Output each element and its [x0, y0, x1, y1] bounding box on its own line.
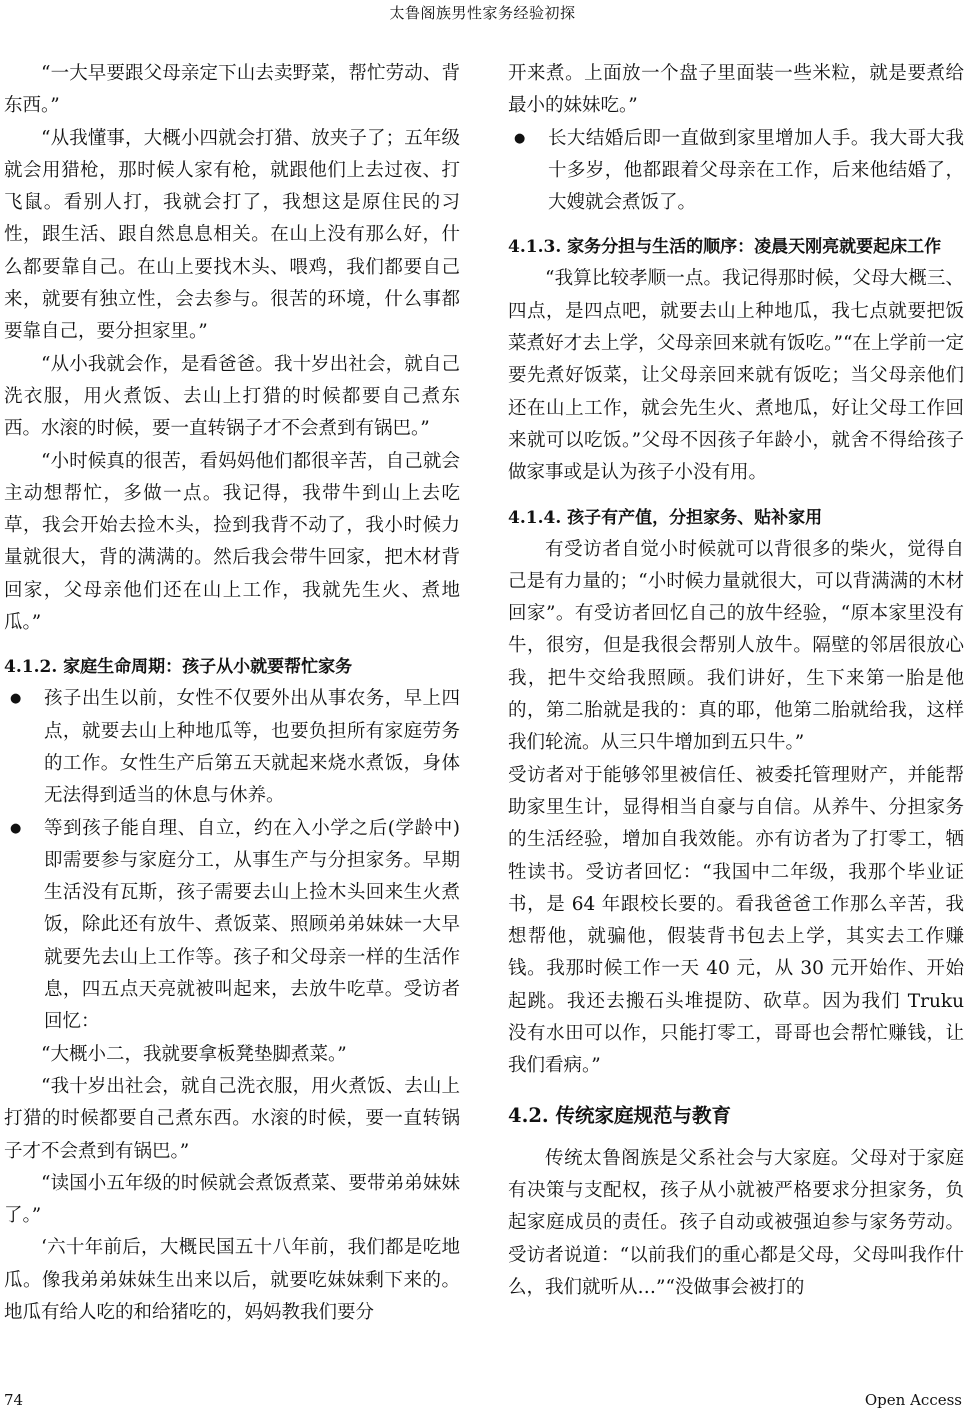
quote-paragraph: ‘六十年前后，大概民国五十八年前，我们都是吃地瓜。像我弟弟妹妹生出来以后，就要吃妹妹剩下来的。地瓜有给人吃的和给猪吃的，妈妈教我们要分	[4, 1237, 460, 1323]
quote-paragraph: “读国小五年级的时候就会煮饭煮菜、要带弟弟妹妹了。”	[4, 1172, 460, 1227]
bullet-icon: ●	[514, 130, 526, 146]
section-heading-4-1-3	[508, 231, 964, 263]
bullet-text: 长大结婚后即一直做到家里增加人手。我大哥大我十多岁，他都跟着父母亲在工作，后来他结婚了，大嫂就会煮饭了。	[548, 127, 964, 214]
section-number: 4.1.2.	[4, 657, 58, 678]
paragraph: “一大早要跟父母亲定下山去卖野菜，帮忙劳动、背东西。”	[4, 63, 460, 117]
bullet-text: 孩子出生以前，女性不仅要外出从事农务，早上四点，就要去山上种地瓜等，也要负担所有家庭劳务的工作。女性生产后第五天就起来烧水煮饭，身体无法得到适当的休息与休养。	[44, 688, 460, 807]
section-heading-4-1-4	[508, 502, 964, 534]
section-heading-4-1-2	[4, 651, 460, 683]
bullet-icon: ●	[10, 691, 22, 707]
section-number: 4.2.	[508, 1103, 549, 1127]
paragraph: 开来煮。上面放一个盘子里面装一些米粒，就是要煮给最小的妹妹吃。”	[508, 63, 964, 117]
page-number: 74	[4, 1391, 24, 1409]
section-heading-4-2	[508, 1099, 964, 1133]
left-column	[4, 58, 460, 1329]
paragraph: “从小我就会作，是看爸爸。我十岁出社会，就自己洗衣服，用火煮饭、去山上打猎的时候都要自己煮东西。水滚的时候，要一直转锅子才不会煮到有锅巴。”	[4, 353, 460, 440]
bullet-text: 等到孩子能自理、自立，约在入小学之后(学龄中)即需要参与家庭分工，从事生产与分担家务。早期生活没有瓦斯，孩子需要去山上捡木头回来生火煮饭，除此还有放牛、煮饭菜、照顾弟弟妹妹一大早就要先去山上工作等。孩子和父母亲一样的生活作息，四五点天亮就被叫起来，去放牛吃草。受访者回忆：	[44, 817, 460, 1033]
paragraph: “从我懂事，大概小四就会打猎、放夹子了；五年级就会用猎枪，那时候人家有枪，就跟他们上去过夜、打飞鼠。看别人打，我就会打了，我想这是原住民的习性，跟生活、跟自然息息相关。在山上没有那么好，什么都要靠自己。在山上要找木头、喂鸡，我们都要自己来，就要有独立性，会去参与。很苦的环境，什么事都要靠自己，要分担家里。”	[4, 127, 460, 343]
paragraph: “小时候真的很苦，看妈妈他们都很辛苦，自己就会主动想帮忙，多做一点。我记得，我带牛到山上去吃草，我会开始去捡木头，捡到我背不动了，我小时候力量就很大，背的满满的。然后我会带牛回家，把木材背回家，父母亲他们还在山上工作，我就先生火、煮地瓜。”	[4, 450, 460, 634]
running-title: 太鲁阁族男性家务经验初探	[389, 4, 576, 22]
quote-paragraph: “大概小二，我就要拿板凳垫脚煮菜。”	[41, 1043, 347, 1065]
paragraph: 传统太鲁阁族是父系社会与大家庭。父母对于家庭有决策与支配权，孩子从小就被严格要求分担家务，负起家庭成员的责任。孩子自动或被强迫参与家务劳动。受访者说道：“以前我们的重心都是父母，父母叫我作什么，我们就听从…”“没做事会被打的	[508, 1147, 964, 1298]
paragraph: 受访者对于能够邻里被信任、被委托管理财产，并能帮助家里生计，显得相当自豪与自信。从养牛、分担家务的生活经验，增加自我效能。亦有访者为了打零工，牺牲读书。受访者回忆：“我国中二年级，我那个毕业证书，是 64 年跟校长要的。看我爸爸工作那么辛苦，我想帮他，就骗他，假装背书包去上学，其实去工作赚钱。我那时候工作一天 40 元，从 30 元开始作、开始起跳。我还去搬石头堆提防、砍草。因为我们 Truku 没有水田可以作，只能打零工，哥哥也会帮忙赚钱，让我们看病。”	[508, 764, 964, 1077]
bullet-item	[4, 683, 460, 812]
paragraph: “我算比较孝顺一点。我记得那时候，父母大概三、四点，是四点吧，就要去山上种地瓜，我七点就要把饭菜煮好才去上学，父母亲回来就有饭吃。”“在上学前一定要先煮好饭菜，让父母亲回来就有饭吃；当父母亲他们还在山上工作，就会先生火、煮地瓜，好让父母工作回来就可以吃饭。”父母不因孩子年龄小，就舍不得给孩子做家事或是认为孩子小没有用。	[508, 268, 964, 484]
section-title: 家庭生命周期：孩子从小就要帮忙家务	[63, 657, 353, 678]
bullet-icon: ●	[10, 820, 22, 836]
bullet-item	[508, 123, 964, 220]
section-title: 孩子有产值，分担家务、贴补家用	[567, 507, 823, 528]
quote-paragraph: “我十岁出社会，就自己洗衣服，用火煮饭、去山上打猎的时候都要自己煮东西。水滚的时候，要一直转锅子才不会煮到有锅巴。”	[4, 1075, 460, 1162]
section-number: 4.1.4.	[508, 507, 562, 528]
right-column	[508, 58, 964, 1304]
section-number: 4.1.3.	[508, 237, 562, 258]
journal-footer: Open Access	[864, 1391, 962, 1409]
section-title: 传统家庭规范与教育	[555, 1103, 732, 1127]
paragraph: 有受访者自觉小时候就可以背很多的柴火，觉得自己是有力量的；“小时候力量就很大，可以背满满的木材回家”。有受访者回忆自己的放牛经验，“原本家里没有牛，很穷，但是我很会帮别人放牛。隔壁的邻居很放心我，把牛交给我照顾。我们讲好，生下来第一胎是他的，第二胎就是我的：真的耶，他第二胎就给我，这样我们轮流。从三只牛增加到五只牛。”	[508, 538, 964, 754]
bullet-item	[4, 813, 460, 1039]
section-title: 家务分担与生活的顺序：凌晨天刚亮就要起床工作	[567, 237, 942, 258]
